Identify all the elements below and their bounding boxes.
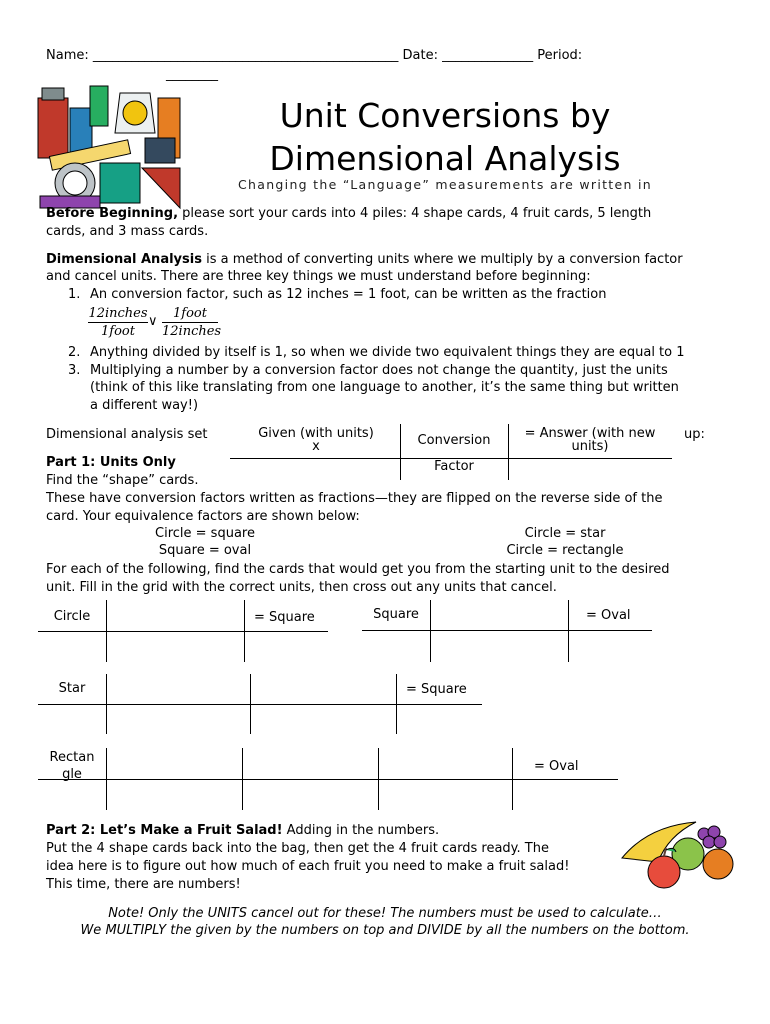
grid-3-cell-1-bottom[interactable] <box>107 705 249 734</box>
da-bold: Dimensional Analysis <box>46 252 202 267</box>
grid-3-end: = Square <box>406 682 467 697</box>
part-1-find: Find the “shape” cards. <box>46 473 199 488</box>
part-2-line-1: Put the 4 shape cards back into the bag, then get the 4 fruit cards ready. The <box>46 841 549 856</box>
grid-star-to-square <box>38 674 482 734</box>
grid-1-start: Circle <box>53 609 91 624</box>
part-1-instruction-1: For each of the following, find the cards that would get you from the starting unit to the desired <box>46 562 670 577</box>
part-1-heading: Part 1: Units Only <box>46 455 176 470</box>
part-2-line-2: idea here is to figure out how much of each fruit you need to make a fruit salad! <box>46 859 570 874</box>
header-name-row <box>46 47 582 65</box>
fraction-1 <box>88 306 148 339</box>
date-label: Date: <box>402 48 438 63</box>
part-2-heading-line <box>46 822 439 840</box>
setup-up: up: <box>684 427 705 442</box>
grid-2-cell-top[interactable] <box>431 600 567 630</box>
setup-factor: Factor <box>434 459 474 474</box>
setup-divider <box>230 458 672 459</box>
da-line-2: and cancel units. There are three key things we must understand before beginning: <box>46 269 591 284</box>
equivalence-4: Circle = rectangle <box>506 543 624 558</box>
grid-rectangle-to-oval <box>38 748 618 810</box>
setup-given-line-2: x <box>312 439 320 454</box>
note-line-2: We MULTIPLY the given by the numbers on top and DIVIDE by all the numbers on the bottom. <box>80 923 690 938</box>
title-line-2: Dimensional Analysis <box>269 139 621 178</box>
item-1-text: An conversion factor, such as 12 inches = 1 foot, can be written as the fraction <box>90 287 607 302</box>
da-line-1 <box>46 251 683 269</box>
period-blank[interactable]: ________ <box>166 67 218 82</box>
setup-vline-1 <box>400 424 401 480</box>
setup-answer <box>508 426 672 454</box>
part-1-instruction-2: unit. Fill in the grid with the correct units, then cross out any units that cancel. <box>46 580 557 595</box>
grid-2-cell-bottom[interactable] <box>431 631 567 661</box>
equivalence-2: Square = oval <box>158 543 252 558</box>
grid-4-cell-1-top[interactable] <box>107 748 241 778</box>
equivalence-1: Circle = square <box>155 526 255 541</box>
fraction-2 <box>162 306 222 339</box>
da-rest: is a method of converting units where we multiply by a conversion factor <box>201 252 683 267</box>
grid-4-start <box>38 749 106 783</box>
part-2-heading: Part 2: Let’s Make a Fruit Salad! <box>46 823 283 838</box>
item-3-line-2: (think of this like translating from one language to another, it’s the same thing but written <box>90 380 679 395</box>
grid-4-start-line-1: Rectan <box>49 750 95 765</box>
setup-answer-line-1: = Answer (with new <box>524 426 656 441</box>
measurement-tools-clipart <box>30 78 190 218</box>
setup-answer-line-2: units) <box>571 439 609 454</box>
intro-bold: Before Beginning, <box>46 206 179 221</box>
period-label: Period: <box>537 48 583 63</box>
setup-conversion: Conversion <box>417 433 491 448</box>
item-3-number: 3. <box>68 363 81 378</box>
setup-label: Dimensional analysis set <box>46 427 208 442</box>
part-2-line-3: This time, there are numbers! <box>46 877 241 892</box>
part-2-heading-rest: Adding in the numbers. <box>282 823 440 838</box>
grid-1-cell-top[interactable] <box>107 600 243 630</box>
grid-1-cell-bottom[interactable] <box>107 632 243 662</box>
grid-4-start-line-2: gle <box>62 767 82 782</box>
intro-rest: please sort your cards into 4 piles: 4 shape cards, 4 fruit cards, 5 length <box>178 206 652 221</box>
grid-1-end: = Square <box>254 610 315 625</box>
item-1-number: 1. <box>68 287 81 302</box>
subtitle: Changing the “Language” measurements are written in <box>238 177 652 192</box>
date-blank[interactable]: ______________ <box>442 48 534 63</box>
grid-circle-to-square <box>38 600 328 662</box>
name-label: Name: <box>46 48 89 63</box>
grid-3-cell-1-top[interactable] <box>107 674 249 703</box>
grid-2-start: Square <box>373 607 419 622</box>
item-3-line-1: Multiplying a number by a conversion factor does not change the quantity, just the units <box>90 363 668 378</box>
grid-4-cell-3-top[interactable] <box>379 748 511 778</box>
intro-line-2: cards, and 3 mass cards. <box>46 224 209 239</box>
grid-4-end: = Oval <box>534 759 579 774</box>
grid-4-cell-2-bottom[interactable] <box>243 780 377 810</box>
setup-given-line-1: Given (with units) <box>258 426 374 441</box>
item-3-line-3: a different way!) <box>90 398 199 413</box>
grid-2-end: = Oval <box>586 608 631 623</box>
title-line-1: Unit Conversions by <box>279 96 611 135</box>
grid-4-cell-1-bottom[interactable] <box>107 780 241 810</box>
fraction-2-denominator: 12inches <box>162 324 222 339</box>
intro-line-1 <box>46 205 651 223</box>
setup-vline-2 <box>508 424 509 480</box>
fraction-1-denominator: 1foot <box>101 324 135 339</box>
item-2-text: Anything divided by itself is 1, so when we divide two equivalent things they are equal to 1 <box>90 345 685 360</box>
grid-3-cell-2-bottom[interactable] <box>251 705 395 734</box>
setup-given <box>232 426 400 454</box>
equivalence-3: Circle = star <box>524 526 606 541</box>
fraction-2-numerator: 1foot <box>173 306 207 321</box>
grid-3-start: Star <box>58 681 86 696</box>
grid-4-cell-2-top[interactable] <box>243 748 377 778</box>
note-line-1: Note! Only the UNITS cancel out for these! The numbers must be used to calculate… <box>108 906 662 921</box>
fruit-clipart <box>618 818 738 890</box>
grid-4-cell-3-bottom[interactable] <box>379 780 511 810</box>
part-1-line-1: These have conversion factors written as fractions—they are flipped on the reverse side of the <box>46 491 663 506</box>
name-blank[interactable]: _______________________________________________ <box>92 48 399 63</box>
fraction-1-numerator: 12inches <box>88 306 148 321</box>
fraction-separator: ∨ <box>148 314 158 329</box>
grid-square-to-oval <box>362 600 652 662</box>
grid-3-cell-2-top[interactable] <box>251 674 395 703</box>
item-2-number: 2. <box>68 345 81 360</box>
part-1-line-2: card. Your equivalence factors are shown below: <box>46 509 360 524</box>
